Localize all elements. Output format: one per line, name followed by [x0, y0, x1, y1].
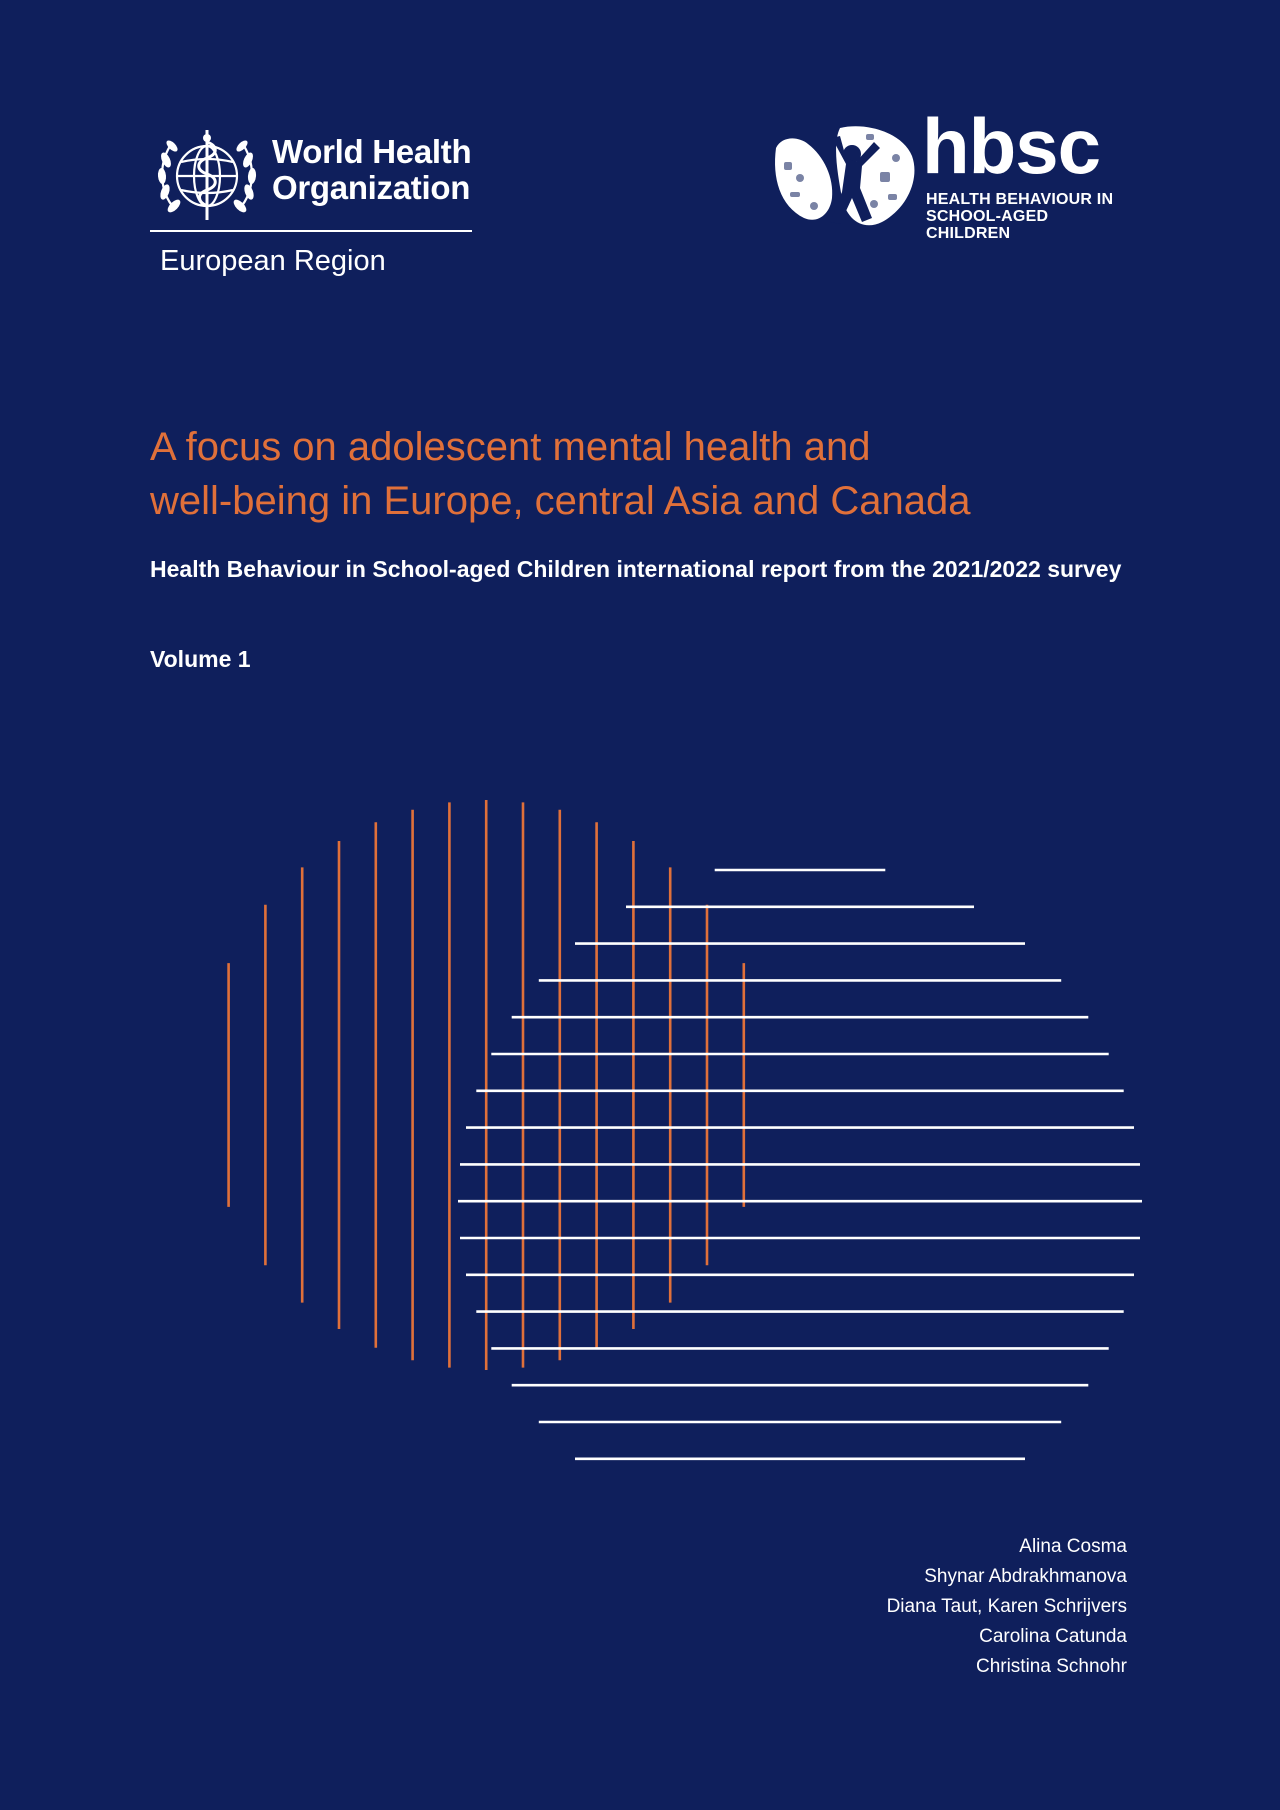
hbsc-sub-line2: SCHOOL-AGED CHILDREN — [926, 208, 1049, 242]
author-name: Carolina Catunda — [979, 1626, 1127, 1647]
volume-label: Volume 1 — [150, 646, 251, 672]
author-name: Shynar Abdrakhmanova — [924, 1566, 1127, 1587]
author-list — [887, 1532, 1127, 1682]
hbsc-wordmark: hbsc — [922, 102, 1101, 190]
hbsc-sub-line1: HEALTH BEHAVIOUR IN — [926, 191, 1114, 208]
report-title-line2: well-being in Europe, central Asia and Canada — [150, 479, 971, 523]
report-title-line1: A focus on adolescent mental health and — [150, 425, 871, 469]
who-region: European Region — [160, 245, 386, 277]
author-name: Diana Taut, Karen Schrijvers — [886, 1596, 1127, 1617]
who-name-line2: Organization — [272, 169, 471, 206]
report-subtitle: Health Behaviour in School-aged Children international report from the 2021/2022 survey — [150, 556, 1122, 582]
author-name: Christina Schnohr — [975, 1656, 1127, 1677]
who-name-line1: World Health — [272, 133, 472, 170]
author-name: Alina Cosma — [1019, 1536, 1127, 1557]
